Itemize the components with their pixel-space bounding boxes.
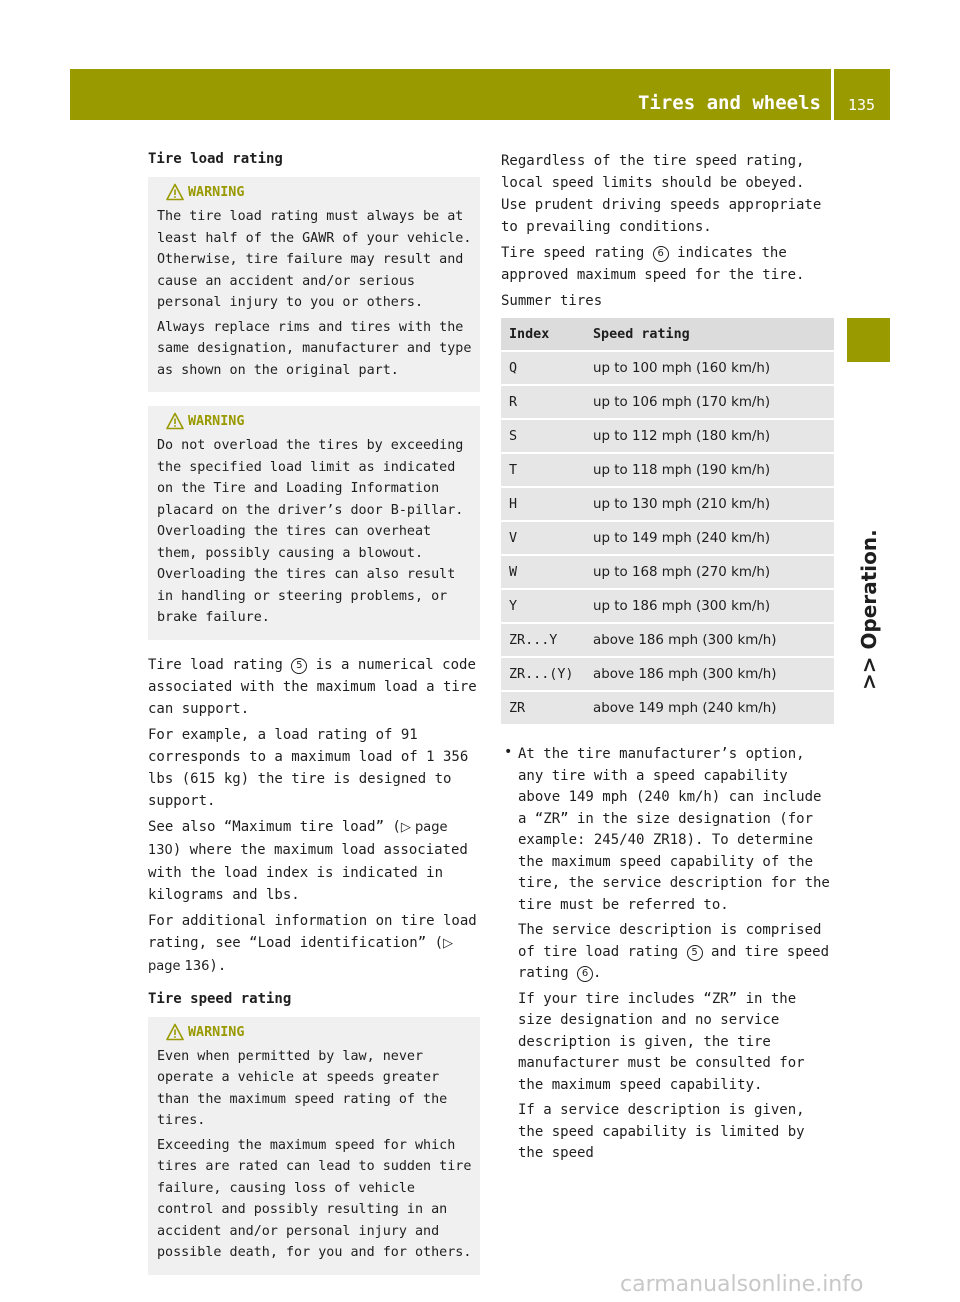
warning-heading: [157, 412, 472, 432]
speed-rating-heading: Tire speed rating: [148, 990, 292, 1007]
rating-cell: up to 100 mph (160 km/h): [585, 351, 834, 385]
table-row: [501, 487, 834, 521]
index-cell: R: [501, 385, 585, 419]
text: Tire speed rating: [501, 245, 645, 261]
header-bar: [70, 69, 831, 120]
bullet-icon: •: [504, 744, 513, 760]
callout-6-icon: 6: [577, 966, 593, 982]
site-watermark: carmanualsonline.info: [620, 1272, 864, 1297]
page-number-box: [834, 69, 890, 120]
page-number: 135: [848, 96, 876, 114]
callout-5-icon: 5: [291, 658, 307, 674]
warning-box-3: [148, 1017, 480, 1275]
warning-label: WARNING: [188, 1024, 245, 1040]
table-row: [501, 351, 834, 385]
speed-rating-table: [501, 318, 834, 726]
text: The service description is comprised of tire load rating: [518, 922, 822, 960]
column-header: Index: [501, 318, 585, 351]
warning-text: Do not overload the tires by exceeding the specified load limit as indicated on the Tire and Loading Information placard on the driver’s door B-pillar. Overloading the tires can overheat them, possibly causing a blowout. Overloading the tires can also result in handling or steering problems, or brake failure.: [157, 438, 464, 625]
table-row: [501, 453, 834, 487]
callout-6-icon: 6: [653, 246, 669, 262]
table-row: [501, 657, 834, 691]
table-row: [501, 419, 834, 453]
page-reference-link[interactable]: ▷ page 130: [148, 819, 448, 858]
text: See also “Maximum tire load” (: [148, 818, 401, 835]
rating-cell: up to 112 mph (180 km/h): [585, 419, 834, 453]
warning-heading: [157, 1023, 472, 1043]
text: For additional information on tire load rating, see “Load identification” (: [148, 912, 477, 951]
rating-cell: up to 168 mph (270 km/h): [585, 555, 834, 589]
rating-cell: up to 106 mph (170 km/h): [585, 385, 834, 419]
warning-box-1: [148, 177, 480, 392]
warning-text: The tire load rating must always be at least half of the GAWR of your vehicle. Otherwise, tire failure may result and cause an accident and/or serious personal injury to you or others.: [157, 209, 472, 310]
rating-cell: above 149 mph (240 km/h): [585, 691, 834, 725]
bullet-text: If a service description is given, the speed capability is limited by the speed: [518, 1102, 805, 1161]
index-cell: V: [501, 521, 585, 555]
index-cell: Y: [501, 589, 585, 623]
text: is a numerical code associated with the maximum load a tire can support.: [148, 656, 477, 717]
index-cell: W: [501, 555, 585, 589]
section-title: Tires and wheels: [637, 92, 821, 114]
table-row: [501, 521, 834, 555]
bullet-text: At the tire manufacturer’s option, any tire with a speed capability above 149 mph (240 km/h) can include a “ZR” in the size designation (for example: 245/40 ZR18). To determine the maximum speed capability of the tire, the service description for the tire must be referred to.: [518, 746, 830, 913]
bullet-text: [518, 920, 834, 985]
index-cell: ZR...Y: [501, 623, 585, 657]
bullet-text: If your tire includes “ZR” in the size designation and no service description is given, the tire manufacturer must be consulted for the maximum speed capability.: [518, 990, 805, 1093]
side-tab-label: >> Operation.: [857, 529, 881, 690]
rating-cell: up to 130 mph (210 km/h): [585, 487, 834, 521]
speed-limits-paragraph: Regardless of the tire speed rating, local speed limits should be obeyed. Use prudent driving speeds appropriate to prevailing conditions.: [501, 153, 822, 235]
rating-cell: up to 186 mph (300 km/h): [585, 589, 834, 623]
table-row: [501, 589, 834, 623]
example-paragraph: For example, a load rating of 91 corresponds to a maximum load of 1 356 lbs (615 kg) the tire is designed to support.: [148, 726, 469, 809]
index-cell: ZR: [501, 691, 585, 725]
index-cell: H: [501, 487, 585, 521]
rating-cell: up to 149 mph (240 km/h): [585, 521, 834, 555]
table-row: [501, 555, 834, 589]
see-also-paragraph: [148, 816, 480, 906]
text: ) where the maximum load associated with the load index is indicated in kilograms and lbs.: [148, 841, 468, 903]
table-header-row: [501, 318, 834, 351]
text: .: [593, 965, 602, 981]
index-cell: S: [501, 419, 585, 453]
column-header: Speed rating: [585, 318, 834, 351]
warning-triangle-icon: [166, 183, 184, 201]
text: ).: [209, 957, 227, 974]
rating-cell: above 186 mph (300 km/h): [585, 657, 834, 691]
left-column: [148, 150, 480, 1289]
index-cell: T: [501, 453, 585, 487]
index-cell: ZR...(Y): [501, 657, 585, 691]
warning-box-2: [148, 406, 480, 640]
table-row: [501, 623, 834, 657]
speed-rating-paragraph: [501, 242, 834, 286]
warning-text: Exceeding the maximum speed for which tires are rated can lead to sudden tire failure, causing loss of vehicle control and possibly resulting in an accident and/or personal injury and possible death, for you and for others.: [157, 1137, 472, 1260]
index-cell: Q: [501, 351, 585, 385]
text: and tire speed rating: [518, 943, 830, 981]
zr-bullet-item: [501, 744, 834, 1165]
summer-tires-label: Summer tires: [501, 293, 603, 309]
warning-label: WARNING: [188, 414, 245, 429]
warning-label: WARNING: [188, 185, 245, 200]
text: indicates the approved maximum speed for the tire.: [501, 245, 805, 283]
warning-triangle-icon: [166, 1023, 184, 1041]
warning-text: Even when permitted by law, never operate a vehicle at speeds greater than the maximum speed rating of the tires.: [157, 1048, 448, 1128]
rating-cell: above 186 mph (300 km/h): [585, 623, 834, 657]
load-rating-paragraph: [148, 654, 480, 720]
rating-cell: up to 118 mph (190 km/h): [585, 453, 834, 487]
warning-heading: [157, 183, 472, 203]
warning-text: Always replace rims and tires with the same designation, manufacturer and type as shown on the original part.: [157, 319, 472, 378]
warning-triangle-icon: [166, 412, 184, 430]
callout-5-icon: 5: [687, 945, 703, 961]
table-row: [501, 691, 834, 725]
table-row: [501, 385, 834, 419]
right-column: [501, 150, 834, 1169]
page-reference-link[interactable]: ▷ page 136: [148, 935, 454, 974]
additional-info-paragraph: [148, 910, 480, 978]
load-rating-heading: Tire load rating: [148, 151, 283, 167]
side-tab-marker: [847, 318, 890, 362]
text: Tire load rating: [148, 656, 283, 673]
